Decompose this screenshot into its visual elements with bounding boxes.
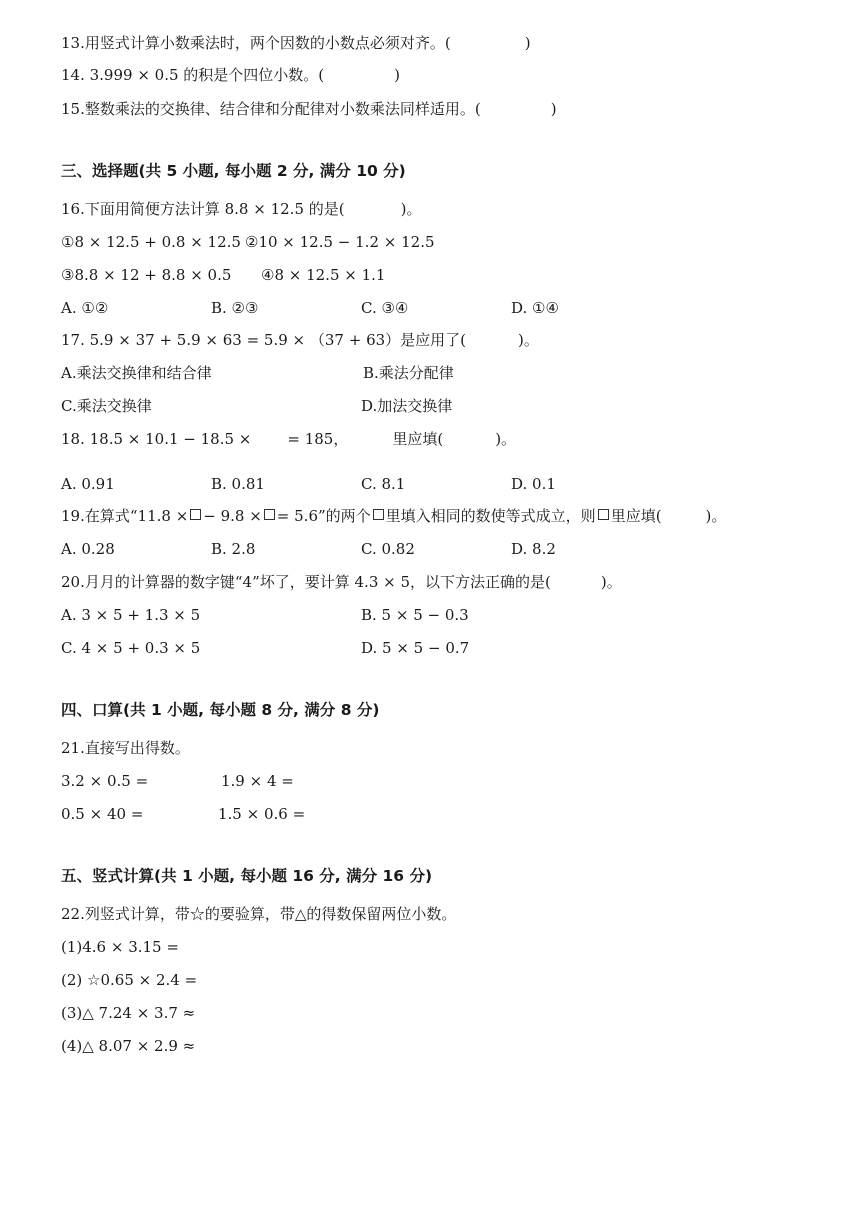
q16-method-3: ③8.8 × 12 + 8.8 × 0.5 [61,266,232,284]
q22-item-1: (1)4.6 × 3.15 = [61,938,179,956]
box-icon [264,509,275,520]
q17-option-b[interactable]: B.乘法分配律 [363,364,454,382]
q20-option-c[interactable]: C. 4 × 5 + 0.3 × 5 [61,639,201,657]
q16-method-2: ②10 × 12.5 − 1.2 × 12.5 [245,233,435,251]
q19-option-b[interactable]: B. 2.8 [211,540,256,558]
question-19-text-c: = 5.6”的两个 [276,507,371,525]
question-20 [61,572,622,592]
q22-item-2: (2) ☆0.65 × 2.4 = [61,971,198,989]
q16-method-1: ①8 × 12.5 + 0.8 × 12.5 [61,233,241,251]
q19-option-c[interactable]: C. 0.82 [361,540,415,558]
question-19-text-a: 19.在算式“11.8 × [61,507,189,525]
question-19 [61,506,726,526]
question-14-text: 14. 3.999 × 0.5 的积是个四位小数。( [61,66,325,84]
question-15-text: 15.整数乘法的交换律、结合律和分配律对小数乘法同样适用。( [61,100,481,118]
question-16-text: 16.下面用简便方法计算 8.8 × 12.5 的是( [61,200,345,218]
q21-item-1: 3.2 × 0.5 = [61,772,149,790]
q16-option-b[interactable]: B. ②③ [211,299,259,317]
question-18-text-c: 里应填( [392,430,444,448]
question-21: 21.直接写出得数。 [61,739,190,757]
question-15 [61,99,557,119]
box-icon [373,509,384,520]
question-19-text-e: 里应填( [610,507,662,525]
paren-close: )。 [518,331,539,349]
section-3-title: 三、选择题(共 5 小题, 每小题 2 分, 满分 10 分) [61,162,406,180]
q22-item-3: (3)△ 7.24 × 3.7 ≈ [61,1004,196,1022]
q16-method-4: ④8 × 12.5 × 1.1 [261,266,386,284]
q21-item-2: 1.9 × 4 = [221,772,294,790]
section-5-title: 五、竖式计算(共 1 小题, 每小题 16 分, 满分 16 分) [61,867,433,885]
q16-option-c[interactable]: C. ③④ [361,299,409,317]
q16-option-a[interactable]: A. ①② [61,299,109,317]
paren-close: )。 [400,200,422,218]
q21-item-4: 1.5 × 0.6 = [218,805,306,823]
question-13 [61,33,531,53]
section-4-title: 四、口算(共 1 小题, 每小题 8 分, 满分 8 分) [61,701,380,719]
question-18-text-b: = 185， [287,430,349,448]
question-18 [61,429,516,449]
question-22: 22.列竖式计算，带☆的要验算，带△的得数保留两位小数。 [61,905,457,923]
q18-option-a[interactable]: A. 0.91 [61,475,115,493]
q20-option-b[interactable]: B. 5 × 5 − 0.3 [361,606,469,624]
paren-close: ) [394,66,401,84]
box-icon [190,509,201,520]
q20-option-a[interactable]: A. 3 × 5 + 1.3 × 5 [61,606,201,624]
q19-option-a[interactable]: A. 0.28 [61,540,115,558]
question-13-text: 13.用竖式计算小数乘法时，两个因数的小数点必须对齐。( [61,34,451,52]
q18-option-d[interactable]: D. 0.1 [511,475,556,493]
q17-option-d[interactable]: D.加法交换律 [361,397,453,415]
question-20-text: 20.月月的计算器的数字键“4”坏了，要计算 4.3 × 5，以下方法正确的是( [61,573,551,591]
q18-option-b[interactable]: B. 0.81 [211,475,265,493]
q19-option-d[interactable]: D. 8.2 [511,540,556,558]
paren-close: )。 [600,573,622,591]
paren-close: )。 [705,507,727,525]
q17-option-c[interactable]: C.乘法交换律 [61,397,152,415]
question-17 [61,330,539,350]
q20-option-d[interactable]: D. 5 × 5 − 0.7 [361,639,470,657]
q16-option-d[interactable]: D. ①④ [511,299,559,317]
q21-item-3: 0.5 × 40 = [61,805,144,823]
paren-close: ) [524,34,531,52]
question-14 [61,65,400,85]
paren-close: )。 [495,430,517,448]
box-icon [598,509,609,520]
question-16 [61,199,421,219]
q22-item-4: (4)△ 8.07 × 2.9 ≈ [61,1037,196,1055]
q17-option-a[interactable]: A.乘法交换律和结合律 [61,364,212,382]
question-19-text-d: 里填入相同的数使等式成立，则 [385,507,596,525]
question-17-text: 17. 5.9 × 37 + 5.9 × 63 = 5.9 × （37 + 63）是应用了( [61,331,467,349]
question-18-text-a: 18. 18.5 × 10.1 − 18.5 × [61,430,252,448]
paren-close: ) [550,100,557,118]
q18-option-c[interactable]: C. 8.1 [361,475,406,493]
question-19-text-b: − 9.8 × [203,507,262,525]
